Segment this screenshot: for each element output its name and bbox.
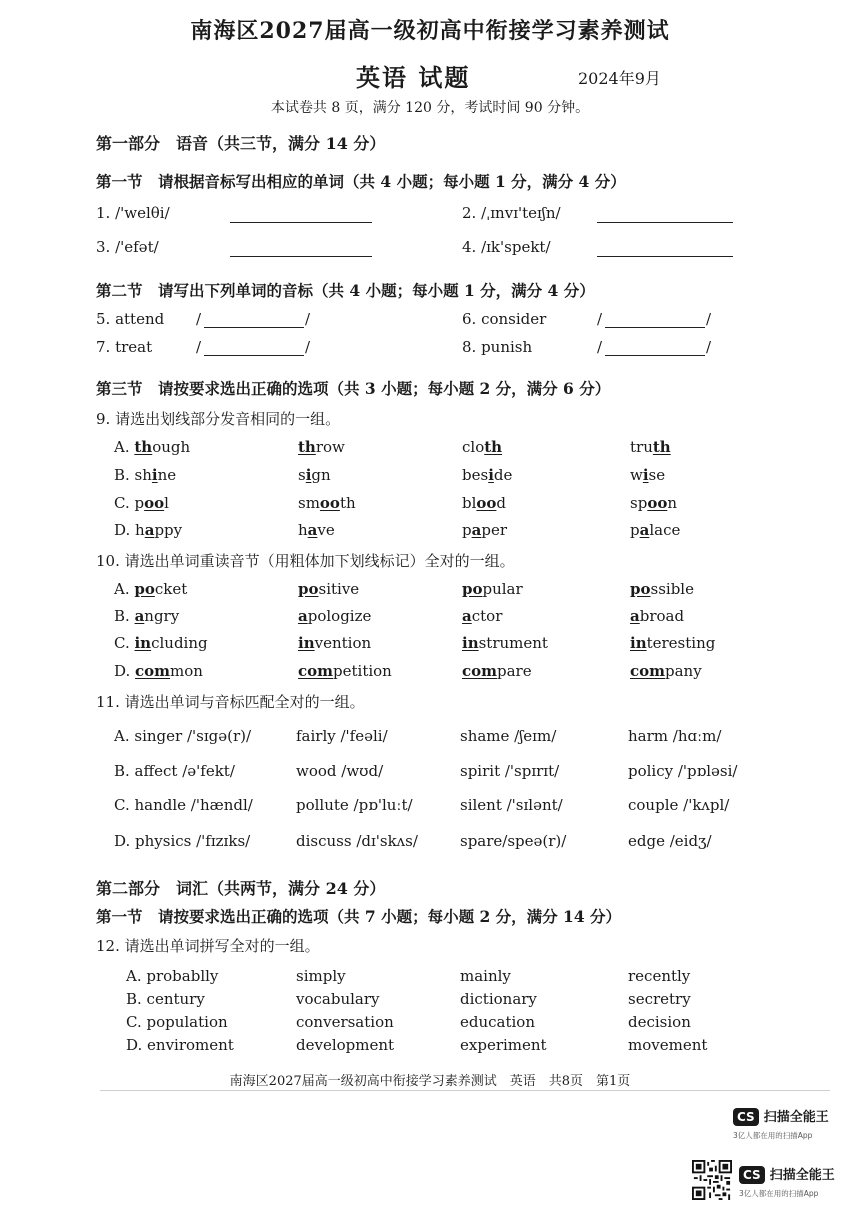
q11-option-3-3: edge /eidʒ/ xyxy=(628,832,712,850)
q10-option-3-0[interactable] xyxy=(114,662,203,680)
word-part: ssible xyxy=(650,580,694,598)
q12-option-0-1: simply xyxy=(296,967,346,985)
underlined-part: oo xyxy=(476,494,497,512)
underlined-part: a xyxy=(144,521,155,539)
word-part: teresting xyxy=(646,634,716,652)
q9-option-2-0[interactable] xyxy=(114,494,169,512)
q8-slash-open: / xyxy=(597,338,603,356)
q9-option-3-0[interactable] xyxy=(114,521,182,539)
word-part: vention xyxy=(314,634,372,652)
word-part: broad xyxy=(639,607,685,625)
q12-option-1-2: dictionary xyxy=(460,990,537,1008)
q12-option-1-0[interactable]: B. century xyxy=(126,990,205,1008)
word-part: tru xyxy=(630,438,653,456)
q11-option-3-1: discuss /dɪ'skʌs/ xyxy=(296,832,418,850)
q10-stem: 10. 请选出单词重读音节（用粗体加下划线标记）全对的一组。 xyxy=(96,552,515,570)
q11-option-1-2: spirit /'spɪrɪt/ xyxy=(460,762,560,780)
q9-option-0-0[interactable] xyxy=(114,438,190,456)
word-part: D. h xyxy=(114,521,145,539)
q9-option-0-1 xyxy=(298,438,345,456)
underlined-part: a xyxy=(471,521,482,539)
underlined-part: th xyxy=(298,438,316,456)
q11-option-2-3: couple /'kʌpl/ xyxy=(628,796,730,814)
q11-option-1-1: wood /wʊd/ xyxy=(296,762,384,780)
word-part: C. xyxy=(114,634,135,652)
q7-word: 7. treat xyxy=(96,338,153,356)
q12-option-2-3: decision xyxy=(628,1013,691,1031)
underlined-part: th xyxy=(652,438,671,456)
word-part: s xyxy=(298,466,306,484)
word-part: th xyxy=(339,494,356,512)
page-footer: 南海区2027届高一级初高中衔接学习素养测试 英语 共8页 第1页 xyxy=(229,1074,631,1089)
underlined-part: in xyxy=(298,634,315,652)
word-part: mon xyxy=(170,662,203,680)
q9-option-2-2 xyxy=(462,494,506,512)
q9-option-0-3 xyxy=(630,438,671,456)
q12-option-1-1: vocabulary xyxy=(296,990,380,1008)
word-part: bl xyxy=(462,494,477,512)
part1-heading: 第一部分 语音（共三节，满分 14 分） xyxy=(96,134,386,153)
q11-option-0-1: fairly /'feəli/ xyxy=(296,727,388,745)
word-part: n xyxy=(667,494,677,512)
q6-slash-open: / xyxy=(597,310,603,328)
word-part: de xyxy=(493,466,513,484)
scanner-watermark-2 xyxy=(739,1164,835,1184)
q9-option-1-2 xyxy=(462,466,512,484)
subject-title: 英语 试题 xyxy=(356,63,471,92)
part2-heading: 第二部分 词汇（共两节，满分 24 分） xyxy=(96,879,386,898)
word-part: B. sh xyxy=(114,466,152,484)
part1-sec2-heading: 第二节 请写出下列单词的音标（共 4 小题；每小题 1 分，满分 4 分） xyxy=(96,281,595,300)
scanner-app-name-2: 扫描全能王 xyxy=(769,1168,835,1183)
q7-slash-close: / xyxy=(305,338,311,356)
word-part: pular xyxy=(482,580,523,598)
q9-option-1-3 xyxy=(630,466,665,484)
q12-option-3-2: experiment xyxy=(460,1036,547,1054)
word-part: A. xyxy=(114,438,135,456)
word-part: C. p xyxy=(114,494,145,512)
word-part: B. xyxy=(114,607,135,625)
q9-option-1-0[interactable] xyxy=(114,466,176,484)
q12-option-3-0[interactable]: D. enviroment xyxy=(126,1036,234,1054)
word-part: D. xyxy=(114,662,136,680)
word-part: ve xyxy=(317,521,335,539)
underlined-part: com xyxy=(630,662,666,680)
q12-stem: 12. 请选出单词拼写全对的一组。 xyxy=(96,937,320,955)
q12-option-2-0[interactable]: C. population xyxy=(126,1013,228,1031)
underlined-part: in xyxy=(462,634,479,652)
q4-phonetic: 4. /ɪk'spekt/ xyxy=(462,238,551,256)
underlined-part: oo xyxy=(144,494,165,512)
underlined-part: com xyxy=(462,662,498,680)
q4-answer-blank[interactable] xyxy=(597,255,733,257)
q10-option-2-2 xyxy=(462,634,548,652)
word-part: gn xyxy=(311,466,331,484)
underlined-part: a xyxy=(134,607,145,625)
word-part: petition xyxy=(333,662,392,680)
underlined-part: a xyxy=(462,607,472,625)
q7-answer-blank[interactable] xyxy=(204,354,304,356)
q12-option-3-1: development xyxy=(296,1036,395,1054)
exam-title: 南海区2027届高一级初高中衔接学习素养测试 xyxy=(190,18,670,44)
underlined-part: a xyxy=(630,607,640,625)
q11-option-3-0[interactable]: D. physics /'fɪzɪks/ xyxy=(114,832,251,850)
underlined-part: com xyxy=(298,662,334,680)
part2-sec1-heading: 第一节 请按要求选出正确的选项（共 7 小题；每小题 2 分，满分 14 分） xyxy=(96,907,622,926)
underlined-part: po xyxy=(462,580,483,598)
underlined-part: i xyxy=(305,466,312,484)
q9-stem: 9. 请选出划线部分发音相同的一组。 xyxy=(96,410,341,428)
q1-answer-blank[interactable] xyxy=(230,221,372,223)
q9-option-2-3 xyxy=(630,494,677,512)
scanner-tagline: 3亿人都在用的扫描App xyxy=(733,1131,813,1140)
word-part: ne xyxy=(157,466,177,484)
word-part: ough xyxy=(152,438,191,456)
word-part: clo xyxy=(462,438,485,456)
word-part: cluding xyxy=(151,634,208,652)
underlined-part: in xyxy=(134,634,152,652)
q11-option-2-2: silent /'sɪlənt/ xyxy=(460,796,563,814)
underlined-part: a xyxy=(639,521,650,539)
word-part: ctor xyxy=(471,607,503,625)
q11-option-3-2: spare/speə(r)/ xyxy=(460,832,567,850)
word-part: l xyxy=(164,494,169,512)
underlined-part: i xyxy=(488,466,494,484)
q11-option-2-0[interactable]: C. handle /'hændl/ xyxy=(114,796,253,814)
underlined-part: oo xyxy=(647,494,668,512)
word-part: row xyxy=(315,438,345,456)
q5-answer-blank[interactable] xyxy=(204,326,304,328)
word-part: h xyxy=(298,521,308,539)
q8-slash-close: / xyxy=(706,338,712,356)
q10-option-3-2 xyxy=(462,662,532,680)
word-part: se xyxy=(648,466,666,484)
q10-option-3-3 xyxy=(630,662,702,680)
underlined-part: oo xyxy=(319,494,340,512)
word-part: per xyxy=(481,521,507,539)
q1-phonetic: 1. /'welθi/ xyxy=(96,204,170,222)
word-part: w xyxy=(630,466,643,484)
exam-info: 本试卷共 8 页，满分 120 分，考试时间 90 分钟。 xyxy=(270,100,590,116)
q11-option-1-0[interactable]: B. affect /ə'fekt/ xyxy=(114,762,235,780)
underlined-part: po xyxy=(298,580,319,598)
q2-phonetic: 2. /ˌɪnvɪ'teɪʃn/ xyxy=(462,204,561,222)
word-part: p xyxy=(462,521,472,539)
q11-option-0-0[interactable]: A. singer /'sɪgə(r)/ xyxy=(114,727,252,745)
word-part: p xyxy=(630,521,640,539)
q9-option-3-3 xyxy=(630,521,680,539)
q10-option-0-1 xyxy=(298,580,359,598)
q11-stem: 11. 请选出单词与音标匹配全对的一组。 xyxy=(96,693,365,711)
q9-option-3-2 xyxy=(462,521,507,539)
q2-answer-blank[interactable] xyxy=(597,221,733,223)
word-part: d xyxy=(496,494,507,512)
footer-divider xyxy=(100,1090,830,1091)
scanner-tagline-2: 3亿人都在用的扫描App xyxy=(739,1189,819,1198)
q7-slash-open: / xyxy=(196,338,202,356)
q12-option-0-0[interactable]: A. probablly xyxy=(126,967,219,985)
word-part: pologize xyxy=(307,607,372,625)
q5-word: 5. attend xyxy=(96,310,165,328)
cs-logo-icon-2: CS xyxy=(739,1166,765,1184)
word-part: sitive xyxy=(318,580,360,598)
word-part: pare xyxy=(497,662,532,680)
q10-option-0-0[interactable] xyxy=(114,580,187,598)
underlined-part: i xyxy=(151,466,158,484)
q12-option-0-2: mainly xyxy=(460,967,511,985)
q10-option-2-1 xyxy=(298,634,371,652)
underlined-part: in xyxy=(630,634,647,652)
word-part: strument xyxy=(478,634,548,652)
q6-answer-blank[interactable] xyxy=(605,326,705,328)
part1-sec1-heading: 第一节 请根据音标写出相应的单词（共 4 小题；每小题 1 分，满分 4 分） xyxy=(96,172,626,191)
exam-date: 2024年9月 xyxy=(578,69,661,88)
q9-option-2-1 xyxy=(298,494,356,512)
word-part: lace xyxy=(649,521,681,539)
word-part: sp xyxy=(630,494,648,512)
underlined-part: th xyxy=(484,438,503,456)
q5-slash-open: / xyxy=(196,310,202,328)
underlined-part: com xyxy=(135,662,171,680)
q3-answer-blank[interactable] xyxy=(230,255,372,257)
q8-word: 8. punish xyxy=(462,338,533,356)
q12-option-0-3: recently xyxy=(628,967,691,985)
q9-option-1-1 xyxy=(298,466,331,484)
q6-slash-close: / xyxy=(706,310,712,328)
q10-option-2-0[interactable] xyxy=(114,634,208,652)
word-part: bes xyxy=(462,466,489,484)
qr-code-icon xyxy=(692,1160,732,1200)
underlined-part: po xyxy=(134,580,155,598)
underlined-part: a xyxy=(307,521,318,539)
word-part: ppy xyxy=(154,521,183,539)
q11-option-0-2: shame /ʃeɪm/ xyxy=(460,727,557,745)
q10-option-1-1 xyxy=(298,607,371,625)
q11-option-1-3: policy /'pɒləsi/ xyxy=(628,762,738,780)
underlined-part: po xyxy=(630,580,651,598)
q9-option-0-2 xyxy=(462,438,502,456)
q10-option-0-2 xyxy=(462,580,523,598)
q10-option-1-3 xyxy=(630,607,684,625)
q12-option-3-3: movement xyxy=(628,1036,708,1054)
q11-option-2-1: pollute /pɒ'luːt/ xyxy=(296,796,413,814)
q10-option-0-3 xyxy=(630,580,694,598)
q11-option-0-3: harm /hɑːm/ xyxy=(628,727,722,745)
q9-option-3-1 xyxy=(298,521,335,539)
word-part: pany xyxy=(665,662,702,680)
part1-sec3-heading: 第三节 请按要求选出正确的选项（共 3 小题；每小题 2 分，满分 6 分） xyxy=(96,379,611,398)
q8-answer-blank[interactable] xyxy=(605,354,705,356)
q12-option-2-2: education xyxy=(460,1013,535,1031)
word-part: ngry xyxy=(144,607,180,625)
word-part: cket xyxy=(154,580,188,598)
scanner-watermark xyxy=(733,1106,829,1126)
word-part: sm xyxy=(298,494,320,512)
cs-logo-icon: CS xyxy=(733,1108,759,1126)
word-part: A. xyxy=(114,580,135,598)
q12-option-2-1: conversation xyxy=(296,1013,394,1031)
q10-option-3-1 xyxy=(298,662,392,680)
q3-phonetic: 3. /'efət/ xyxy=(96,238,159,256)
q5-slash-close: / xyxy=(305,310,311,328)
q10-option-1-0[interactable] xyxy=(114,607,179,625)
q6-word: 6. consider xyxy=(462,310,547,328)
q12-option-1-3: secretry xyxy=(628,990,691,1008)
underlined-part: i xyxy=(642,466,649,484)
q10-option-2-3 xyxy=(630,634,715,652)
underlined-part: a xyxy=(298,607,308,625)
underlined-part: th xyxy=(134,438,153,456)
scanner-app-name: 扫描全能王 xyxy=(763,1110,829,1125)
q10-option-1-2 xyxy=(462,607,502,625)
